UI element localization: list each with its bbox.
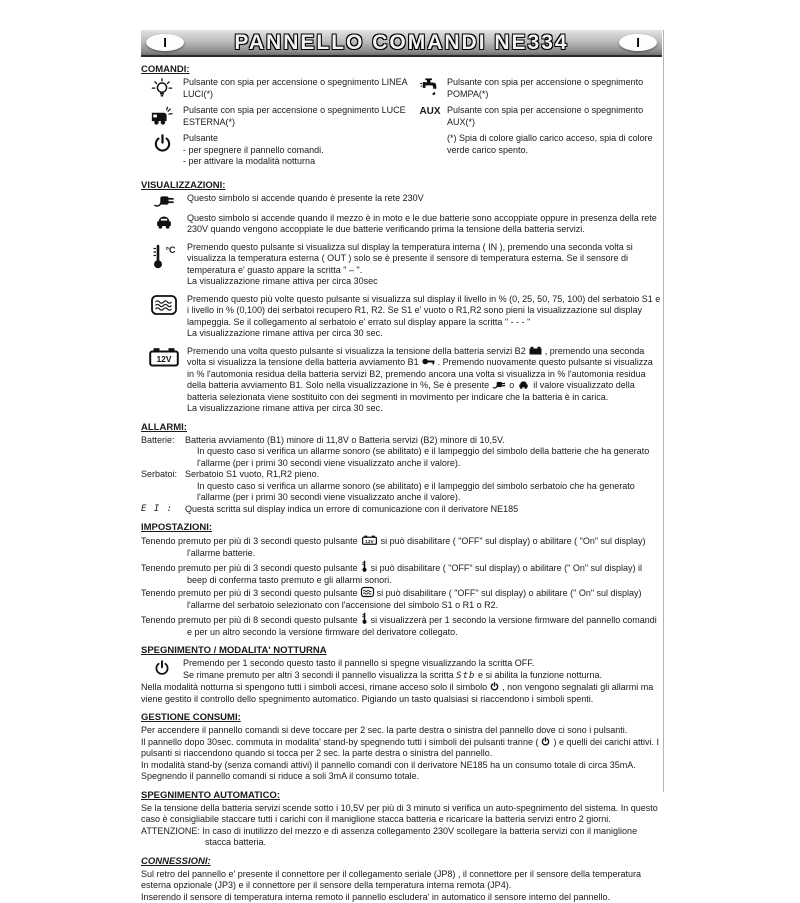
power-small-icon [490, 682, 499, 691]
alarm-label: Batterie: [141, 435, 185, 470]
display-text: Questo simbolo si accende quando è presente la rete 230V [187, 193, 662, 207]
water-tank-icon [141, 294, 187, 340]
external-light-icon [141, 105, 183, 128]
section-heading-allarmi: ALLARMI: [141, 422, 662, 433]
alarm-text: Batteria avviamento (B1) minore di 11,8V o Batteria servizi (B2) minore di 10,5V. [185, 435, 662, 447]
night-mode-item: Premendo per 1 secondo questo tasto il pannello si spegne visualizzando la scritta OFF. Se rimane premuto per altri 3 secondi il pannello visualizza la scritta Stb e si abilita la funzione notturna. [141, 658, 662, 682]
water-tank-small-icon [361, 587, 374, 597]
command-power [141, 133, 413, 168]
display-text: Premendo questo pulsante si visualizza sul display la temperatura interna ( IN ), premendo una seconda volta si visualizza la temperatura esterna ( OUT ) solo se è presente il sensore di temperatura esterna. Se il sensore di temperatura e' guasto appare la scritta " – ". La visualizzazione rimane attiva per circa 30sec [187, 242, 662, 288]
vehicle-small-icon [517, 380, 530, 389]
display-error-code: E I : [141, 504, 185, 516]
power-plug-small-icon [492, 380, 506, 389]
setting-versione-firmware: Tenendo premuto per più di 8 secondi questo pulsante si visualizzerà per 1 secondo la versione firmware del pannello comandi e per un altro secondo la versione firmware del derivatore collegato. [141, 612, 662, 638]
section-heading-visualizzazioni: VISUALIZZAZIONI: [141, 180, 662, 191]
command-text: Pulsante con spia per accensione o spegnimento POMPA(*) [447, 77, 662, 100]
section-visualizzazioni [141, 180, 662, 415]
command-text: Pulsante con spia per accensione o spegnimento LINEA LUCI(*) [183, 77, 413, 100]
vehicle-icon [141, 213, 187, 236]
command-line-luci [141, 77, 413, 100]
power-small-icon [541, 737, 550, 746]
section-heading-impostazioni: IMPOSTAZIONI: [141, 522, 662, 533]
section-heading-connessioni: CONNESSIONI: [141, 856, 662, 867]
alarm-label: Serbatoi: [141, 469, 185, 504]
display-standby-code: Stb [456, 671, 475, 681]
alarm-batterie [141, 435, 662, 470]
connessioni-paragraph: Sul retro del pannello e' presente il connettore per il collegamento seriale (JP8) , il connettore per il sensore della temperatura esterna opzionale (JP3) e il connettore per il sensore della temperatura interna remota (JP4). [141, 869, 662, 892]
battery-12v-small-icon [361, 535, 378, 545]
thermometer-celsius-icon [141, 242, 187, 288]
svg-text:12V: 12V [365, 539, 374, 545]
display-text: Premendo questo più volte questo pulsante si visualizza sul display il livello in % (0, 25, 50, 75, 100) del serbatoio S1 e i livello in % (0,100) dei serbatoi recupero R1, R2. Se S1 e' vuoto o R1,R2 sono pieni la visualizzazione sul display lampeggia. Se il collegamento al serbatoio e' errato sul display appare la scritta " - - - " La visualizzazione rimane attiva per circa 30 sec. [187, 294, 662, 340]
alarm-serbatoi [141, 469, 662, 504]
celsius-label: °C [165, 245, 175, 257]
section-spegnimento-automatico [141, 790, 662, 849]
command-aux [413, 105, 662, 128]
consumi-line: Il pannello dopo 30sec. commuta in modalita' stand-by spegnendo tutti i simboli dei pulsanti tranne ( ) e quelli dei carichi attivi. I pulsanti si riaccendono quando si tocca per 2 sec. la parte destra o sinistra del pannello. [141, 737, 662, 760]
language-badge-right: I [619, 34, 657, 51]
section-notturna [141, 645, 662, 705]
display-item-serbatoi [141, 294, 662, 340]
footnote-spia-colori: (*) Spia di colore giallo carico acceso, spia di colore verde carico spento. [413, 133, 662, 156]
section-heading-notturna: SPEGNIMENTO / MODALITA' NOTTURNA [141, 645, 662, 656]
alarm-text: Serbatoio S1 vuoto, R1,R2 pieno. [185, 469, 662, 481]
setting-allarme-batterie: Tenendo premuto per più di 3 secondi questo pulsante 12V si può disabilitare ( "OFF" sul display) o abilitare ( "On" sul display) l'allarme batterie. [141, 535, 662, 559]
consumi-line: Per accendere il pannello comandi si deve toccare per 2 sec. la parte destra o sinistra del pannello dove ci sono i pulsanti. [141, 725, 662, 737]
thermometer-small-icon [361, 560, 368, 572]
display-item-batterie-accoppiate [141, 213, 662, 236]
service-battery-icon [529, 346, 542, 355]
power-plug-icon [141, 193, 187, 207]
consumi-line: In modalità stand-by (senza comandi attivi) il pannello comandi con il derivatore NE185 ha un consumo totale di circa 35mA. [141, 760, 662, 772]
light-bulb-icon [141, 77, 183, 100]
attenzione-paragraph: ATTENZIONE: In caso di inutilizzo del mezzo e di assenza collegamento 230V scollegare la batteria servizi con il maniglione stacca batteria. [141, 826, 662, 849]
setting-beep: Tenendo premuto per più di 3 secondi questo pulsante si può disabilitare ( "OFF" sul display) o abilitare (" On" sul display) il beep di conferma tasto premuto e gli allarmi sonori. [141, 560, 662, 586]
page-edge-line [663, 30, 664, 792]
connessioni-paragraph: Inserendo il sensore di temperatura interna remoto il pannello escludera' in automatico il sensore interno del pannello. [141, 892, 662, 903]
auto-off-paragraph: Se la tensione della batteria servizi scende sotto i 10,5V per più di 3 minuto si verifica un auto-spegnimento del sistema. In questo caso è consigliabile staccare tutti i carichi con il maniglione stacca batteria e ricaricare la batteria servizi entro 2 giorni. [141, 803, 662, 826]
alarm-detail: In questo caso si verifica un allarme sonoro (se abilitato) e il lampeggio del simbolo della batterie che ha generato l'allarme (per i primi 30 secondi viene visualizzato anche il valore). [185, 446, 662, 469]
display-text: Premendo una volta questo pulsante si visualizza la tensione della batteria servizi B2 , premendo una seconda volta si visualizza la tensione della batteria avviamento B1 . Premendo nuovamente questo pulsante si visualizza in % l'automonia residua della batteria servizi B2, premendo ancora una volta si visualizza in % l'automonia residua della batteria avviamento B1. Solo nella visualizzazione in %, Se è presente o il valore visualizzato della batteria selezionata viene sostituito con dei segmenti in movimento per indicare che la batteria è in carica. La visualizzazione rimane attiva per circa 30 sec. [187, 346, 662, 415]
section-impostazioni [141, 522, 662, 638]
alarm-errore-ei [141, 504, 662, 516]
alarm-text: Questa scritta sul display indica un errore di comunicazione con il derivatore NE185 [185, 504, 662, 516]
page-title: PANNELLO COMANDI NE334 [184, 31, 619, 55]
command-text: Pulsante con spia per accensione o spegnimento LUCE ESTERNA(*) [183, 105, 413, 128]
section-allarmi [141, 422, 662, 516]
night-mode-paragraph: Nella modalità notturna si spengono tutti i simboli accesi, rimane acceso solo il simbolo , non vengono segnalati gli allarmi ma viene gestito il controllo dello spegnimento automatico. Pigiando un tasto qualsiasi si riaccendono i simboli spenti. [141, 682, 662, 705]
alarm-detail: In questo caso si verifica un allarme sonoro (se abilitato) e il lampeggio del simbolo serbatoio che ha generato l'allarme (per i primi 30 secondi viene visualizzato anche il valore). [185, 481, 662, 504]
language-badge-left: I [146, 34, 184, 51]
section-heading-consumi: GESTIONE CONSUMI: [141, 712, 662, 723]
consumi-line: Spegnendo il pannello comandi si riduce a soli 3mA il consumo totale. [141, 771, 662, 783]
command-text: Pulsante - per spegnere il pannello comandi. - per attivare la modalità notturna [183, 133, 324, 168]
display-text: Questo simbolo si accende quando il mezzo è in moto e le due batterie sono accoppiate oppure in presenza della rete 230V quando vengono accoppiate le due batterie verificando prima la tensione della batteria servizi. [187, 213, 662, 236]
power-icon [141, 658, 183, 682]
title-bar [141, 30, 662, 57]
setting-allarme-serbatoio: Tenendo premuto per più di 3 secondi questo pulsante si può disabilitare ( "OFF" sul display) o abilitare (" On" sul display) l'allarme del serbatoio selezionato con l'accensione del simbolo S1 o R1 o R2. [141, 587, 662, 611]
display-item-batterie [141, 346, 662, 415]
section-consumi [141, 712, 662, 783]
section-comandi [141, 64, 662, 173]
battery-12v-icon [141, 346, 187, 415]
section-heading-comandi: COMANDI: [141, 64, 662, 75]
power-icon [141, 133, 183, 168]
starter-battery-icon [422, 357, 435, 366]
command-pompa [413, 77, 662, 100]
command-text: Pulsante con spia per accensione o spegnimento AUX(*) [447, 105, 662, 128]
section-heading-spegnimento-automatico: SPEGNIMENTO AUTOMATICO: [141, 790, 662, 801]
command-luce-esterna [141, 105, 413, 128]
water-tap-icon [413, 77, 447, 100]
display-item-rete230v [141, 193, 662, 207]
svg-text:12V: 12V [156, 354, 171, 364]
thermometer-small-icon [361, 612, 368, 624]
section-connessioni [141, 856, 662, 903]
display-item-temperatura [141, 242, 662, 288]
aux-label-icon: AUX [413, 105, 447, 128]
